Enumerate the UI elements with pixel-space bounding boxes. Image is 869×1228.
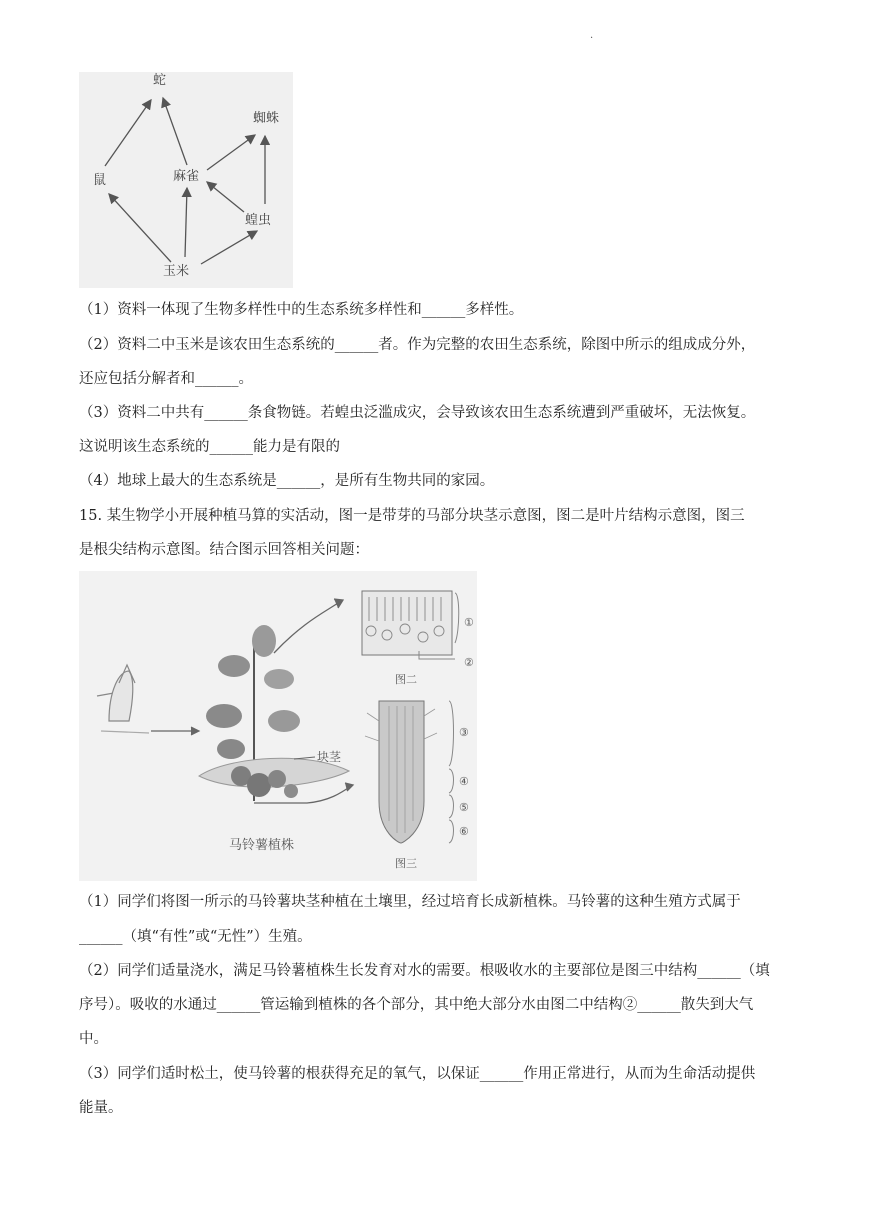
marker-6: ⑥ bbox=[459, 825, 469, 838]
q15-part2-line1: （2）同学们适量浇水，满足马铃薯植株生长发育对水的需要。根吸收水的主要部位是图三中结构______（填 bbox=[79, 963, 770, 979]
q15-intro-line1: 15. 某生物学小开展种植马算的实活动，图一是带芽的马部分块茎示意图，图二是叶片结构示意图，图三 bbox=[79, 508, 745, 524]
node-rat: 鼠 bbox=[93, 173, 107, 188]
arrow-sparrow-snake bbox=[163, 98, 187, 165]
fig2-label: 图二 bbox=[395, 673, 417, 686]
q15-part3-line1: （3）同学们适时松土，使马铃薯的根获得充足的氧气，以保证______作用正常进行，从而为生命活动提供 bbox=[79, 1066, 756, 1082]
plant-label: 马铃薯植株 bbox=[229, 838, 295, 853]
node-locust: 蝗虫 bbox=[245, 213, 272, 228]
q14-part2-line2: 还应包括分解者和______。 bbox=[79, 371, 253, 387]
marker-3: ③ bbox=[459, 726, 469, 739]
tuber-label: 块茎 bbox=[317, 750, 342, 764]
arrow-corn-locust bbox=[201, 231, 257, 264]
marker-2: ② bbox=[464, 656, 474, 669]
root-tip-illustration bbox=[365, 701, 437, 843]
node-snake: 蛇 bbox=[153, 73, 167, 88]
arrow-to-leaf-section bbox=[274, 601, 341, 653]
q14-part3-line2: 这说明该生态系统的______能力是有限的 bbox=[79, 439, 340, 455]
arrow-corn-rat bbox=[109, 194, 171, 262]
marker-4: ④ bbox=[459, 775, 469, 788]
arrow-rat-snake bbox=[105, 100, 151, 166]
marker-1: ① bbox=[464, 616, 474, 629]
marker-5: ⑤ bbox=[459, 801, 469, 814]
node-spider: 蜘蛛 bbox=[253, 111, 280, 126]
arrow-corn-sparrow bbox=[185, 188, 187, 257]
header-mark: . bbox=[590, 30, 594, 41]
q15-part2-line3: 中。 bbox=[79, 1031, 108, 1047]
arrow-locust-sparrow bbox=[207, 182, 244, 212]
arrow-sparrow-spider bbox=[207, 135, 255, 170]
potato-structure-figure bbox=[79, 571, 477, 881]
fig3-label: 图三 bbox=[395, 857, 417, 870]
q15-part2-line2: 序号）。吸收的水通过______管运输到植株的各个部分，其中绝大部分水由图二中结构②______散失到大气 bbox=[79, 997, 754, 1013]
node-sparrow: 麻雀 bbox=[173, 169, 200, 184]
leaf-section-illustration bbox=[362, 591, 452, 655]
sprouting-tuber-illustration bbox=[97, 665, 149, 733]
q15-part1-line2: ______（填“有性”或“无性”）生殖。 bbox=[79, 929, 312, 945]
q15-part1-line1: （1）同学们将图一所示的马铃薯块茎种植在土壤里，经过培育长成新植株。马铃薯的这种生殖方式属于 bbox=[79, 894, 741, 910]
q15-part3-line2: 能量。 bbox=[79, 1100, 123, 1116]
q15-intro-line2: 是根尖结构示意图。结合图示回答相关问题： bbox=[79, 542, 369, 558]
q14-part2-line1: （2）资料二中玉米是该农田生态系统的______者。作为完整的农田生态系统，除图中所示的组成成分外， bbox=[79, 337, 756, 353]
node-corn: 玉米 bbox=[163, 264, 190, 279]
q14-part1: （1）资料一体现了生物多样性中的生态系统多样性和______多样性。 bbox=[79, 302, 524, 318]
food-web-figure bbox=[79, 72, 293, 288]
potato-plant-illustration bbox=[199, 625, 349, 801]
q14-part3-line1: （3）资料二中共有______条食物链。若蝗虫泛滥成灾，会导致该农田生态系统遭到严重破坏，无法恢复。 bbox=[79, 405, 756, 421]
q14-part4: （4）地球上最大的生态系统是______，是所有生物共同的家园。 bbox=[79, 473, 495, 489]
